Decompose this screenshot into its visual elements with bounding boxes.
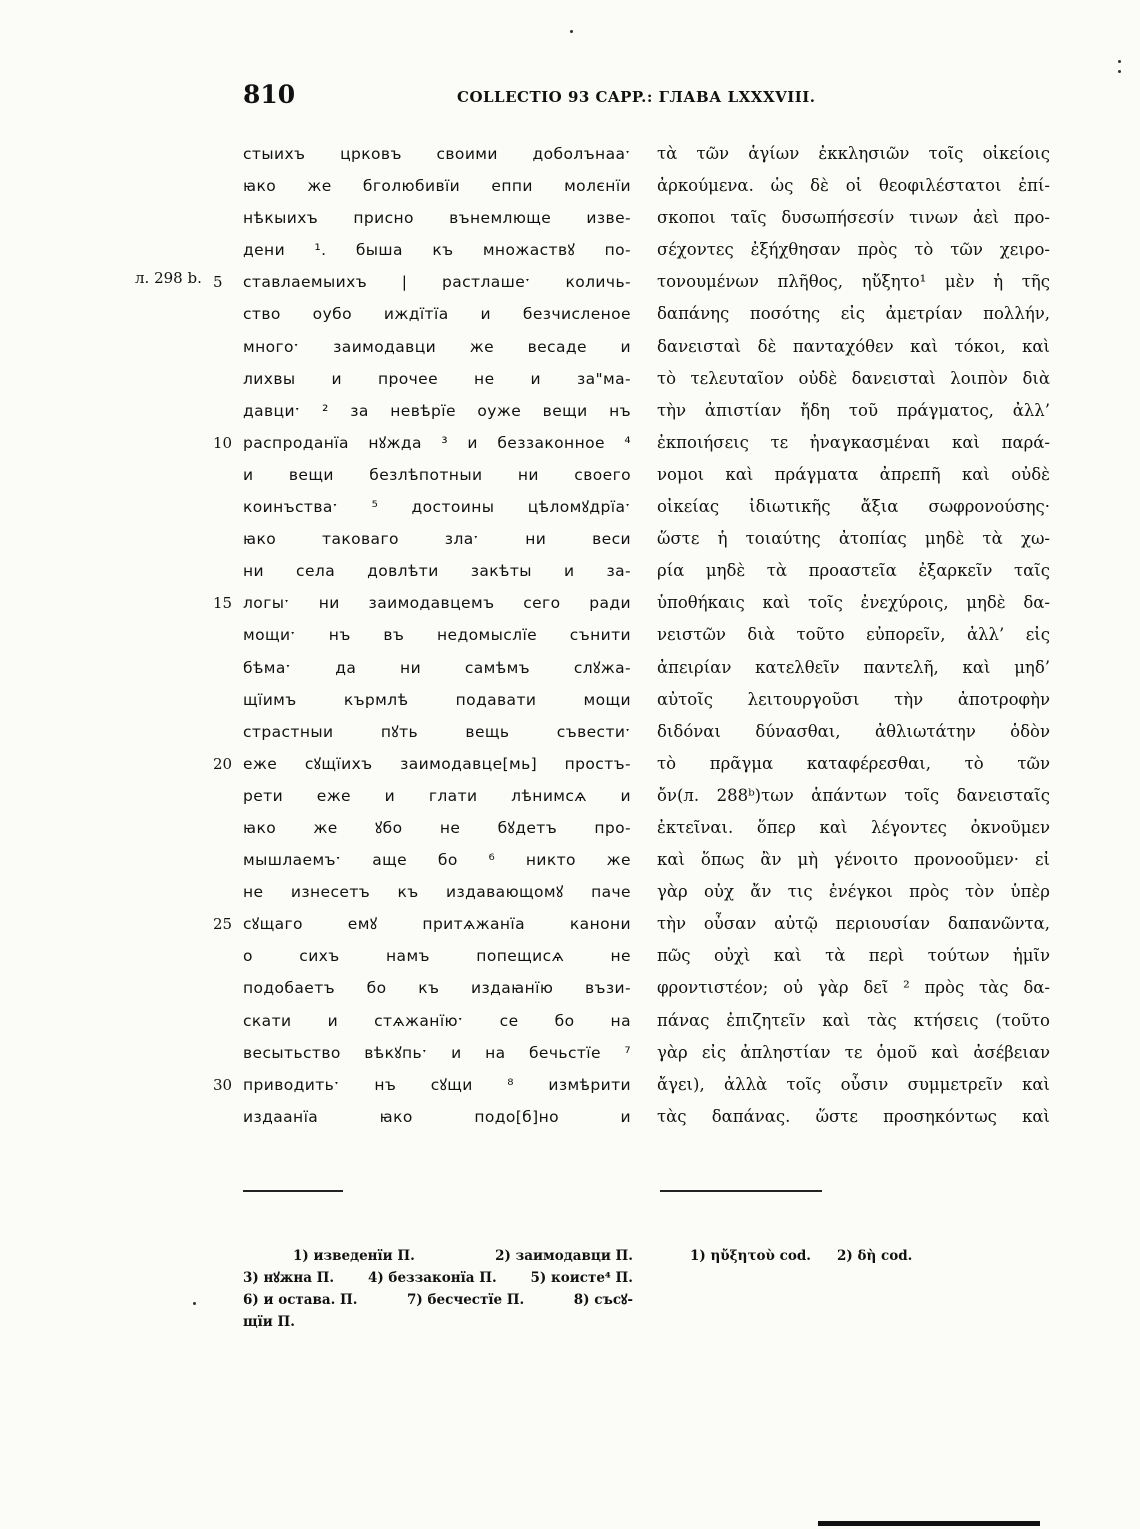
slavonic-line <box>243 876 631 908</box>
greek-line: γὰρ οὐχ ἄν τις ἐνέγκοι πρὸς τὸν ὑπὲρ <box>657 882 1050 902</box>
line-text: скати и стѧжанїюˑ се бо на <box>243 1011 631 1030</box>
greek-line: οἰκείας ἰδιωτικῆς ἄξια σωφρονούσης· <box>657 497 1050 517</box>
slavonic-line <box>213 908 631 940</box>
line-text: дени ¹. быша къ множаствꙋ по- <box>243 241 631 260</box>
line-text: давциˑ ² за невѣрїе оуже вещи нъ <box>243 401 631 420</box>
line-number: 20 <box>213 754 233 773</box>
footnote-row <box>243 1289 633 1311</box>
slavonic-line <box>243 395 631 427</box>
footnote: 8) съсꙋ- <box>573 1292 633 1308</box>
slavonic-line <box>243 170 631 202</box>
line-text: мышлаемъˑ аще бо ⁶ никто же <box>243 851 631 870</box>
slavonic-line <box>213 427 631 459</box>
slavonic-line <box>243 940 631 972</box>
greek-line: ὄν(л. 288ᵇ)των ἁπάντων τοῖς δανεισταῖς <box>657 785 1050 805</box>
slavonic-line <box>243 138 631 170</box>
greek-line: διδόναι δύνασθαι, ἀθλιωτάτην ὁδὸν <box>657 721 1050 741</box>
line-text: не изнесетъ къ издавающомꙋ паче <box>243 883 631 902</box>
line-number: 10 <box>213 433 233 452</box>
slavonic-line <box>213 587 631 619</box>
slavonic-line <box>243 844 631 876</box>
footnote: 7) бесчестїе П. <box>407 1292 525 1308</box>
greek-text-column <box>657 138 1050 1133</box>
bottom-edge-bar <box>818 1521 1040 1526</box>
line-text: нѣкыихъ присно вънемлюще изве- <box>243 209 631 228</box>
page-number: 810 <box>243 80 296 109</box>
greek-line: καὶ ὅπως ἂν μὴ γένοιτο προνοοῦμεν· εἰ <box>657 850 1050 870</box>
footnote: 3) нꙋжна П. <box>243 1270 335 1286</box>
greek-line: δαπάνης ποσότης εἰς ἀμετρίαν πολλήν, <box>657 304 1050 324</box>
line-number: 5 <box>213 273 223 292</box>
slavonic-line <box>213 748 631 780</box>
footnote-row <box>243 1245 633 1267</box>
footnotes-greek <box>690 1245 1030 1267</box>
line-number: 15 <box>213 594 233 613</box>
line-text: подобаетъ бо къ издаꙗнїю възи- <box>243 979 631 998</box>
print-speck <box>193 1302 196 1305</box>
line-text: страстныи пꙋть вещь съвестиˑ <box>243 722 631 741</box>
greek-line: γὰρ εἰς ἀπληστίαν τε ὁμοῦ καὶ ἀσέβειαν <box>657 1042 1050 1062</box>
slavonic-line <box>243 331 631 363</box>
greek-line: ρία μηδὲ τὰ προαστεῖα ἐξαρκεῖν ταῖς <box>657 561 1050 581</box>
greek-line: αὐτοῖς λειτουργοῦσι τὴν ἀποτροφὴν <box>657 689 1050 709</box>
slavonic-line <box>213 266 631 298</box>
footnote: 4) беззаконїа П. <box>367 1270 497 1286</box>
slavonic-line <box>243 716 631 748</box>
greek-line: σέχοντες ἐξήχθησαν πρὸς τὸ τῶν χειρο- <box>657 240 1050 260</box>
greek-line: νομοι καὶ πράγματα ἀπρεπῆ καὶ οὐδὲ <box>657 464 1050 484</box>
line-text: рети еже и глати лѣнимсѧ и <box>243 786 631 805</box>
slavonic-line <box>243 1005 631 1037</box>
line-text: логыˑ ни заимодавцемъ сего ради <box>243 594 631 613</box>
slavonic-line <box>243 619 631 651</box>
line-text: приводитьˑ нъ сꙋщи ⁸ измѣрити <box>243 1075 631 1094</box>
greek-line: ἐκποιήσεις τε ἠναγκασμέναι καὶ παρά- <box>657 432 1050 452</box>
line-text: стыихъ црковъ своими доболънааˑ <box>243 145 631 163</box>
footnote-rule-left <box>243 1190 343 1192</box>
slavonic-line <box>243 298 631 330</box>
greek-line: ἀρκούμενα. ὡς δὲ οἱ θεοφιλέστατοι ἐπί- <box>657 176 1050 196</box>
slavonic-line <box>243 684 631 716</box>
greek-line: τὴν ἀπιστίαν ἤδη τοῦ πράγματος, ἀλλ’ <box>657 400 1050 420</box>
line-text: ꙗко таковаго злаˑ ни веси <box>243 530 631 549</box>
line-number: 30 <box>213 1075 233 1094</box>
footnote: 2) заимодавци П. <box>495 1248 633 1264</box>
line-text: издаанїа ꙗко подо[б]но и <box>243 1107 631 1126</box>
running-head: COLLECTIO 93 CAPP.: ГЛАВА LXXXVIII. <box>457 88 816 106</box>
footnotes-slavonic <box>243 1245 633 1333</box>
footnote: 1) изведенїи П. <box>293 1248 415 1264</box>
slavonic-line <box>243 555 631 587</box>
footnote-rule-right <box>660 1190 822 1192</box>
slavonic-line <box>243 202 631 234</box>
slavonic-line <box>243 363 631 395</box>
greek-line: ὥστε ἡ τοιαύτης ἀτοπίας μηδὲ τὰ χω- <box>657 529 1050 549</box>
footnote-row <box>690 1245 1030 1267</box>
slavonic-line <box>243 1101 631 1133</box>
slavonic-text-column <box>213 138 631 1133</box>
print-speck <box>1118 70 1121 73</box>
greek-line: νειστῶν διὰ τοῦτο εὐπορεῖν, ἀλλ’ εἰς <box>657 625 1050 645</box>
greek-line: τὰ τῶν ἁγίων ἐκκλησιῶν τοῖς οἰκείοις <box>657 144 1050 163</box>
footnote: 2) δὴ cod. <box>837 1248 913 1264</box>
line-text: коинъстваˑ ⁵ достоины цѣломꙋдрїаˑ <box>243 498 631 517</box>
slavonic-line <box>243 491 631 523</box>
line-text: о сихъ намъ попещисѧ не <box>243 947 631 966</box>
print-speck <box>570 30 573 33</box>
greek-line: δανεισταὶ δὲ πανταχόθεν καὶ τόκοι, καὶ <box>657 336 1050 356</box>
line-text: весытьство вѣкꙋпьˑ и на бечьстїе ⁷ <box>243 1043 631 1062</box>
slavonic-line <box>213 1069 631 1101</box>
greek-line: τονουμένων πλῆθος, ηὔξητο¹ μὲν ἡ τῆς <box>657 272 1050 292</box>
line-text: ставлаемыихъ | растлашеˑ количь- <box>243 273 631 292</box>
greek-line: τὴν οὖσαν αὐτῷ περιουσίαν δαπανῶντα, <box>657 914 1050 934</box>
line-text: ни села довлѣти закѣты и за- <box>243 562 631 581</box>
line-number: 25 <box>213 915 233 934</box>
marginal-folio-reference: л. 298 b. <box>135 269 202 287</box>
footnote: 1) ηὔξητοὺ cod. <box>690 1248 811 1264</box>
line-text: и вещи безлѣпотныи ни своего <box>243 465 631 484</box>
line-text: лихвы и прочее не и за"ма- <box>243 369 631 388</box>
line-text: бѣмаˑ да ни самѣмъ слꙋжа- <box>243 658 631 677</box>
footnote: 5) коисте⁴ П. <box>530 1270 633 1286</box>
footnote: 6) и остава. П. <box>243 1292 358 1308</box>
slavonic-line <box>243 652 631 684</box>
footnote: щїи П. <box>243 1314 295 1330</box>
greek-line: τὸ πρᾶγμα καταφέρεσθαι, τὸ τῶν <box>657 753 1050 773</box>
greek-line: πάνας ἐπιζητεῖν καὶ τὰς κτήσεις (τοῦτο <box>657 1010 1050 1030</box>
line-text: еже сꙋщїихъ заимодавце[мь] простъ- <box>243 754 631 773</box>
footnote-row <box>243 1267 633 1289</box>
slavonic-line <box>243 459 631 491</box>
slavonic-line <box>243 234 631 266</box>
line-text: ꙗко же ꙋбо не бꙋдетъ про- <box>243 818 631 837</box>
line-text: распроданїа нꙋжда ³ и беззаконное ⁴ <box>243 433 631 452</box>
greek-line: τὰς δαπάνας. ὥστε προσηκόντως καὶ <box>657 1106 1050 1126</box>
slavonic-line <box>243 1037 631 1069</box>
slavonic-line <box>243 812 631 844</box>
line-text: щїимъ кърмлѣ подавати мощи <box>243 690 631 709</box>
line-text: ство оубо иждїтїа и безчисленое <box>243 305 631 324</box>
greek-line: πῶς οὐχὶ καὶ τὰ περὶ τούτων ἡμῖν <box>657 946 1050 966</box>
greek-line: ἄγει), ἀλλὰ τοῖς οὖσιν συμμετρεῖν καὶ <box>657 1074 1050 1094</box>
greek-line: τὸ τελευταῖον οὐδὲ δανεισταὶ λοιπὸν διὰ <box>657 368 1050 388</box>
greek-line: φροντιστέον; οὐ γὰρ δεῖ ² πρὸς τὰς δα- <box>657 978 1050 998</box>
line-text: мощиˑ нъ въ недомыслїе сънити <box>243 626 631 645</box>
line-text: сꙋщаго емꙋ притѧжанїа канони <box>243 915 631 934</box>
slavonic-line <box>243 972 631 1004</box>
greek-line: ὑποθήκαις καὶ τοῖς ἐνεχύροις, μηδὲ δα- <box>657 593 1050 613</box>
print-speck <box>1118 60 1121 63</box>
line-text: ꙗко же бголюбивїи еппи молєнїи <box>243 177 631 196</box>
greek-line: ἐκτεῖναι. ὅπερ καὶ λέγοντες ὀκνοῦμεν <box>657 817 1050 837</box>
footnote-row <box>243 1311 633 1333</box>
slavonic-line <box>243 780 631 812</box>
slavonic-line <box>243 523 631 555</box>
greek-line: ἀπειρίαν κατελθεῖν παντελῆ, καὶ μηδ’ <box>657 657 1050 677</box>
greek-line: σκοποι ταῖς δυσωπήσεσίν τινων ἀεὶ προ- <box>657 208 1050 228</box>
line-text: многоˑ заимодавци же весаде и <box>243 337 631 356</box>
